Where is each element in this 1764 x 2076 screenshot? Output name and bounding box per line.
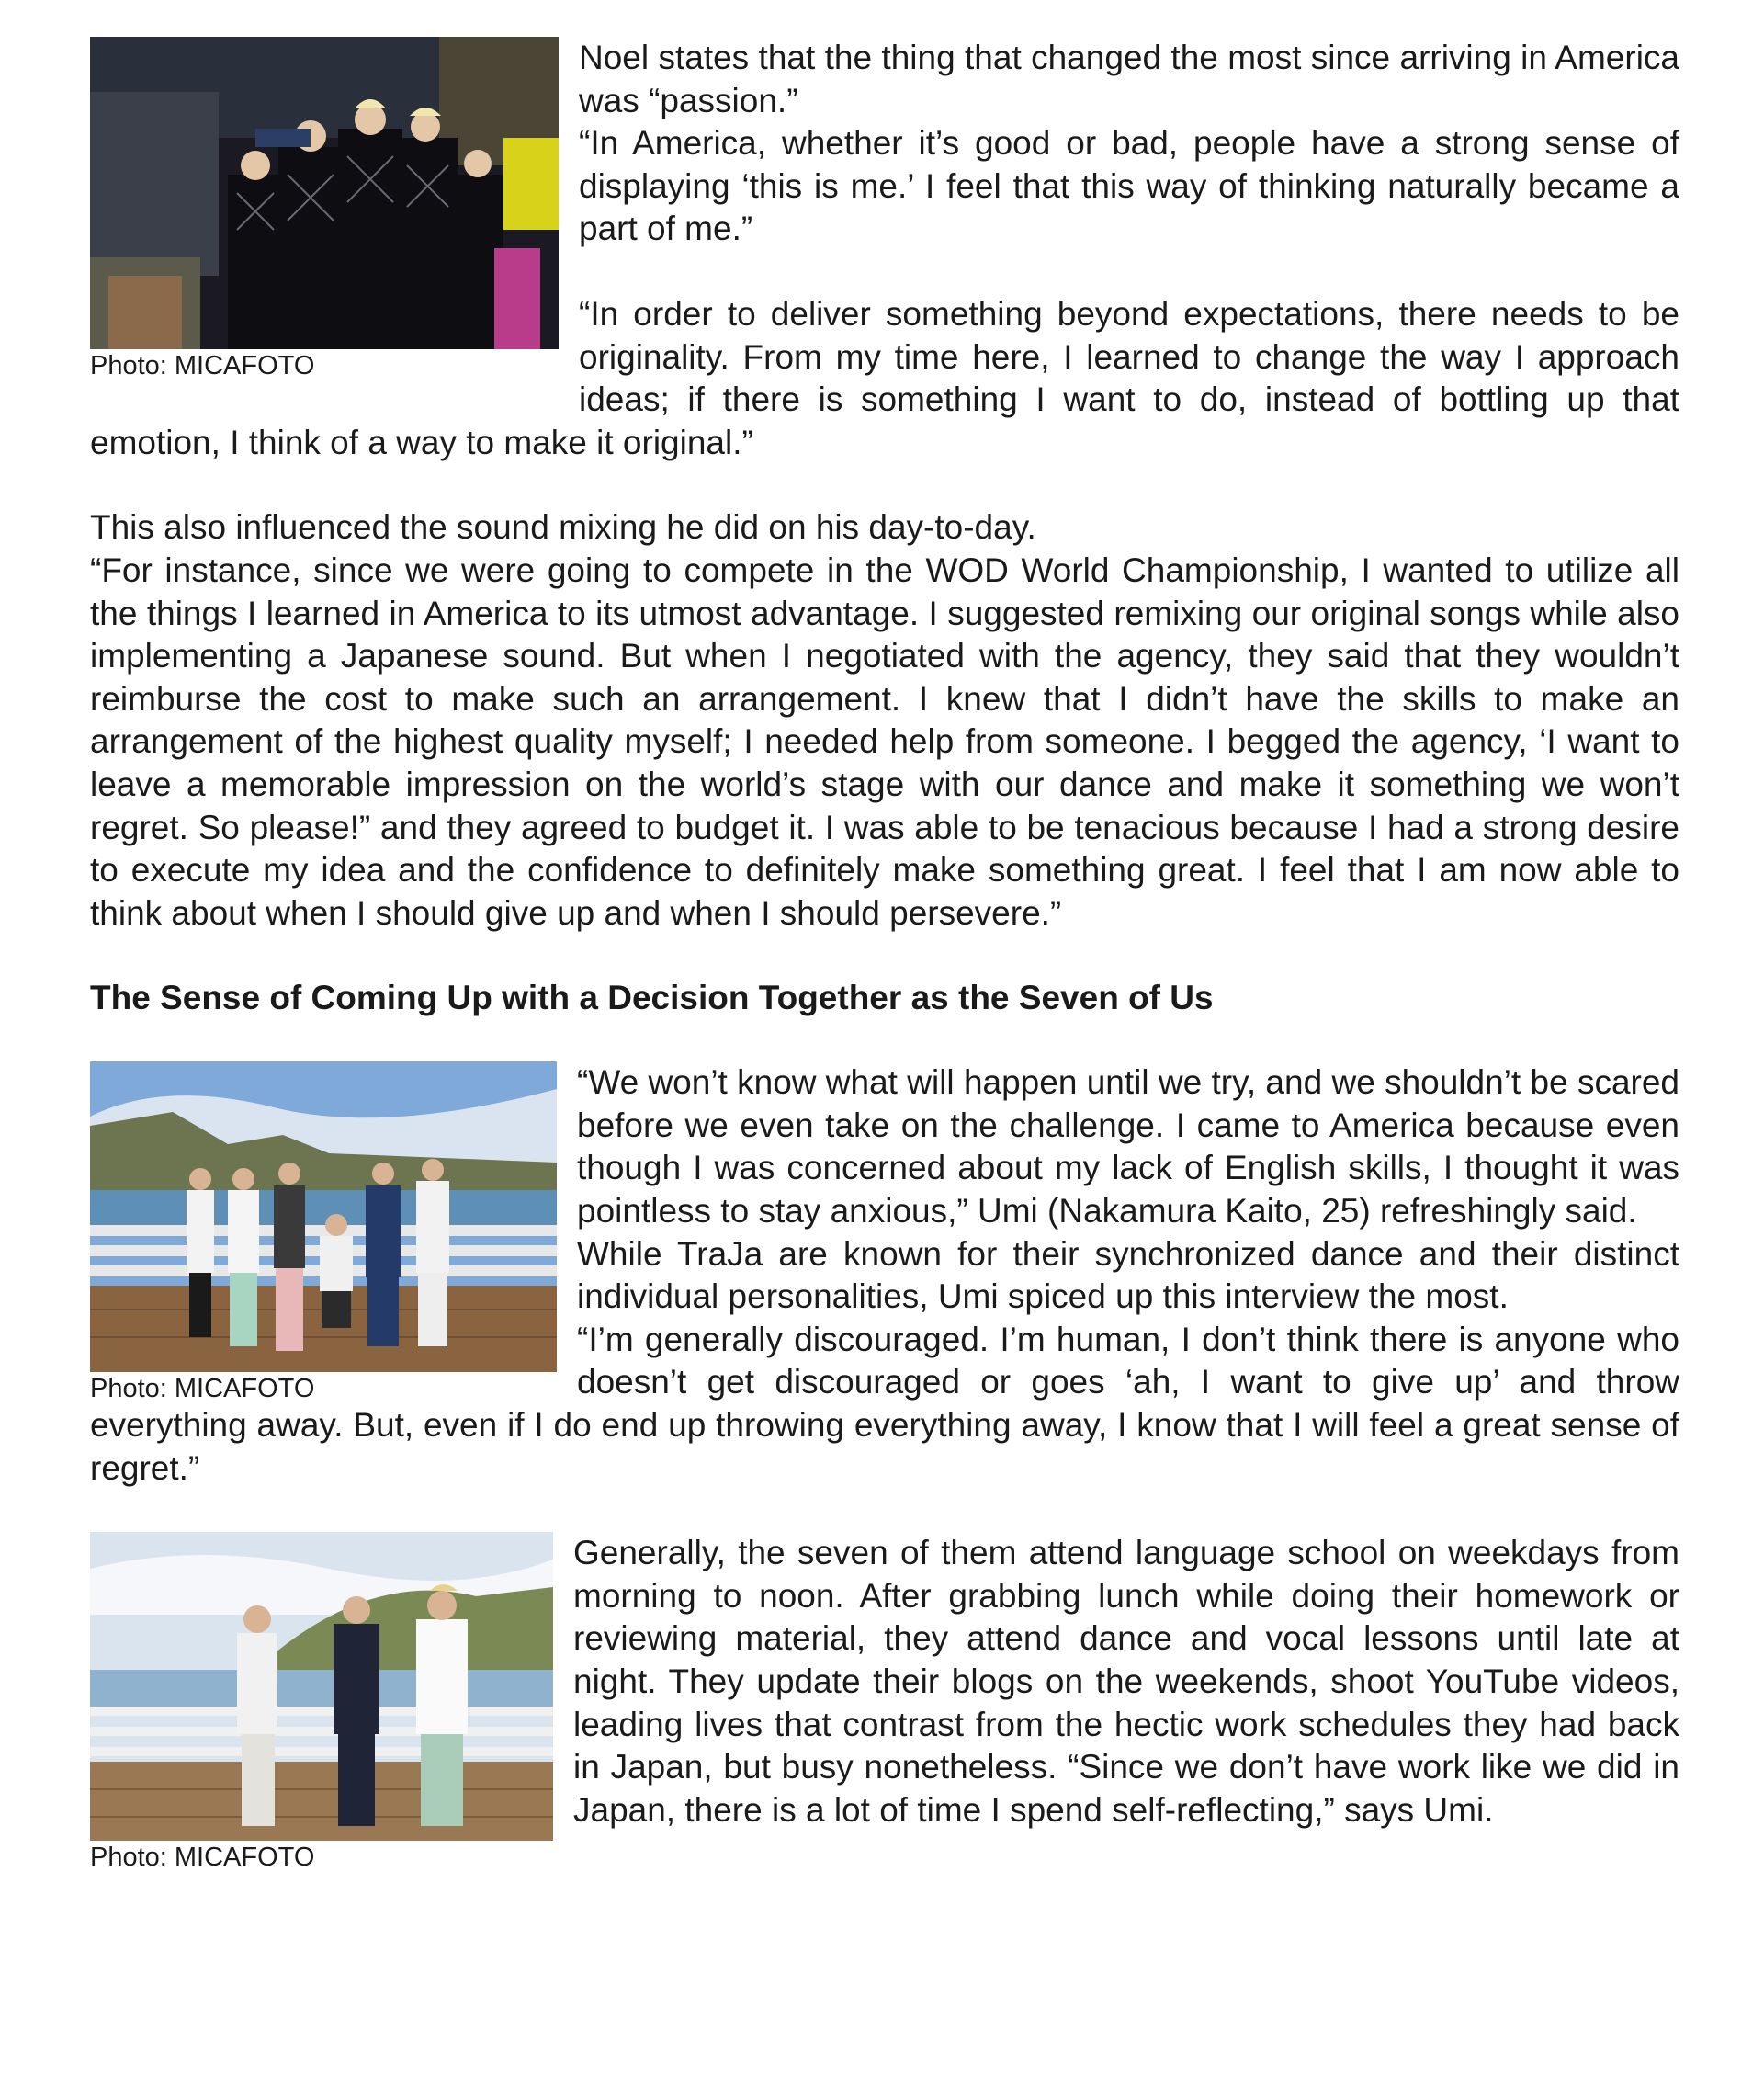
section-noel <box>90 37 1679 464</box>
section-schedule <box>90 1532 1679 1872</box>
paragraph: This also influenced the sound mixing he did on his day-to-day. <box>90 508 1036 547</box>
pier-walk-photo <box>90 1532 553 1841</box>
figure-pier <box>90 1061 557 1403</box>
article-page <box>90 37 1679 1872</box>
pier-group-photo <box>90 1061 557 1372</box>
figure-walk <box>90 1532 553 1872</box>
paragraph: Generally, the seven of them attend language school on weekdays from morning to noon. After grabbing lunch while doing their homework or reviewing material, they attend dance and vocal lessons until late at night. They update their blogs on the weekends, shoot YouTube videos, leading lives that contrast from the hectic work schedules they had back in Japan, but busy nonetheless. “Since we don’t have work like we did in Japan, there is a lot of time I spend self-reflecting,” says Umi. <box>573 1534 1679 1829</box>
section-heading: The Sense of Coming Up with a Decision Together as the Seven of Us <box>90 979 1214 1017</box>
photo-caption: Photo: MICAFOTO <box>90 1843 315 1873</box>
paragraph: “In order to deliver something beyond expectations, there needs to be originality. From my time here, I learned to change the way I approach ideas; if there is something I want to do, instead of bottling up that emotion, I think of a way to make it original.” <box>90 294 1679 461</box>
paragraph: “For instance, since we were going to compete in the WOD World Championship, I wanted to utilize all the things I learned in America to its utmost advantage. I suggested remixing our original songs while also implementing a Japanese sound. But when I negotiated with the agency, they said that they wouldn’t reimburse the cost to make such an arrangement. I knew that I didn’t have the skills to make an arrangement of the highest quality myself; I needed help from someone. I begged the agency, ‘I want to leave a memorable impression on the world’s stage with our dance and make it something we won’t regret. So please!” and they agreed to budget it. I was able to be tenacious because I had a strong desire to execute my idea and the confidence to definitely make something great. I feel that I am now able to think about when I should give up and when I should persevere.” <box>90 550 1679 932</box>
photo-caption: Photo: MICAFOTO <box>90 1374 315 1404</box>
photo-caption: Photo: MICAFOTO <box>90 351 315 380</box>
stage-photo <box>90 37 559 349</box>
paragraph: “We won’t know what will happen until we try, and we shouldn’t be scared before we even take on the challenge. I came to America because even though I was concerned about my lack of English skills, I thought it was pointless to stay anxious,” Umi (Nakamura Kaito, 25) refreshingly said. <box>577 1063 1679 1231</box>
paragraph: “In America, whether it’s good or bad, people have a strong sense of displaying ‘this is me.’ I feel that this way of thinking naturally became a part of me.” <box>579 124 1679 248</box>
paragraph: While TraJa are known for their synchronized dance and their distinct individual personalities, Umi spiced up this interview the most. <box>577 1234 1679 1316</box>
section-umi <box>90 1061 1679 1490</box>
paragraph: “I’m generally discouraged. I’m human, I don’t think there is anyone who doesn’t get discouraged or goes ‘ah, I want to give up’ and throw everything away. But, even if I do end up throwing everything away, I know that I will feel a great sense of regret.” <box>90 1320 1679 1487</box>
figure-stage <box>90 37 559 380</box>
paragraph: Noel states that the thing that changed the most since arriving in America was “passion.” <box>579 39 1679 119</box>
